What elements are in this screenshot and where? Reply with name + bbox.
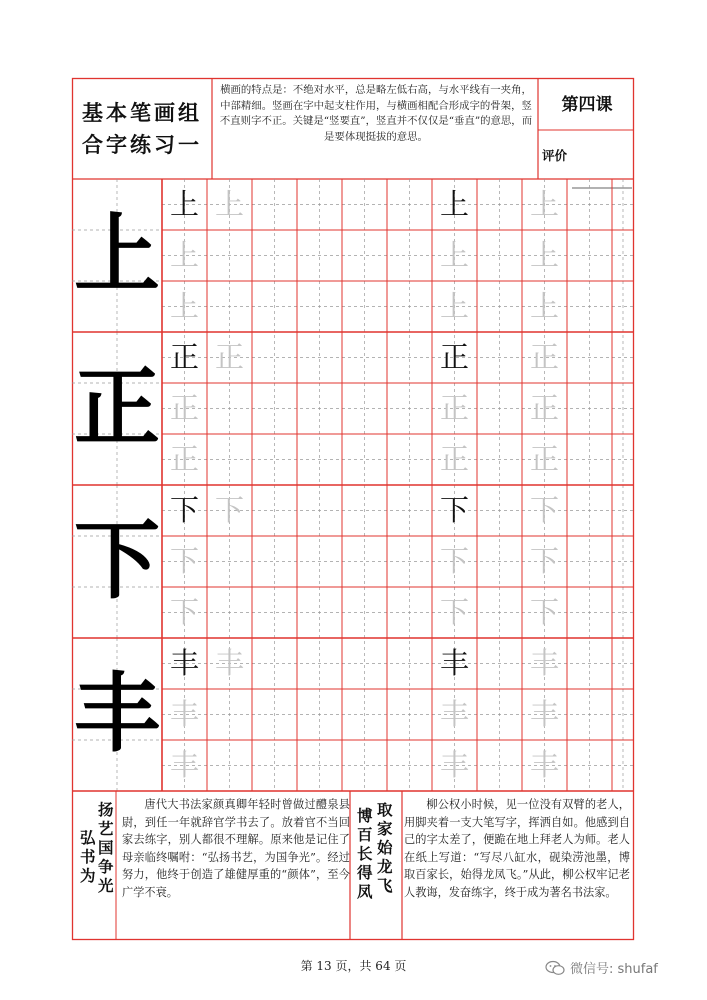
motto-char: 长	[357, 844, 373, 863]
motto-char: 争	[98, 857, 114, 876]
title-line-1: 基本笔画组	[82, 99, 202, 125]
wechat-icon	[545, 960, 565, 976]
trace-character: 正	[169, 442, 199, 476]
motto-char: 博	[357, 806, 373, 825]
page-number: 第 13 页，共 64 页	[300, 959, 407, 973]
motto-left-col2	[98, 800, 114, 895]
trace-character: 下	[214, 493, 244, 527]
trace-character: 丰	[169, 697, 199, 731]
model-character: 丰	[439, 646, 469, 680]
big-character: 下	[74, 510, 160, 611]
trace-character: 上	[169, 238, 199, 272]
title-line-2: 合字练习一	[82, 131, 202, 157]
motto-char: 始	[377, 838, 393, 857]
motto-char: 得	[357, 863, 373, 882]
trace-character: 上	[439, 238, 469, 272]
trace-character: 丰	[529, 697, 559, 731]
big-character: 丰	[74, 663, 160, 764]
model-character: 下	[169, 493, 199, 527]
model-character: 正	[169, 340, 199, 374]
model-character: 正	[439, 340, 469, 374]
trace-character: 下	[169, 544, 199, 578]
motto-char: 弘	[80, 828, 96, 847]
motto-right-col1	[357, 806, 373, 901]
trace-character: 丰	[214, 646, 244, 680]
trace-character: 正	[529, 391, 559, 425]
motto-char: 书	[80, 847, 96, 866]
model-character: 上	[439, 187, 469, 221]
evaluation-label	[542, 146, 567, 164]
motto-char: 取	[377, 800, 393, 819]
trace-character: 正	[529, 442, 559, 476]
motto-char: 龙	[377, 857, 393, 876]
motto-char: 为	[80, 866, 96, 885]
watermark-text: 微信号: shufaf	[570, 962, 658, 977]
motto-char: 光	[98, 876, 114, 895]
trace-character: 丰	[439, 697, 469, 731]
trace-character: 上	[439, 289, 469, 323]
motto-char: 国	[98, 838, 114, 857]
model-character: 下	[439, 493, 469, 527]
motto-char: 百	[357, 825, 373, 844]
trace-character: 上	[529, 238, 559, 272]
trace-character: 正	[169, 391, 199, 425]
trace-character: 上	[529, 289, 559, 323]
big-character: 正	[74, 357, 160, 458]
trace-character: 正	[439, 442, 469, 476]
evaluation-text: 评价	[542, 148, 568, 163]
motto-left-col1	[80, 828, 96, 885]
model-character: 丰	[169, 646, 199, 680]
trace-character: 下	[529, 544, 559, 578]
lesson-title	[72, 78, 212, 179]
trace-character: 上	[214, 187, 244, 221]
model-character: 上	[169, 187, 199, 221]
lesson-number: 第四课	[561, 95, 613, 115]
trace-character: 下	[169, 595, 199, 629]
motto-char: 艺	[98, 819, 114, 838]
motto-right-col2	[377, 800, 393, 895]
trace-character: 上	[169, 289, 199, 323]
trace-character: 下	[529, 595, 559, 629]
trace-character: 丰	[439, 748, 469, 782]
story-right: 柳公权小时候，见一位没有双臂的老人，用脚夹着一支大笔写字，挥洒自如。他感到自己的字太差了，便跪在地上拜老人为师。老人在纸上写道：“写尽八缸水，砚染涝池墨，博取百家长，始得龙凤飞。”从此，柳公权牢记老人教诲，发奋练字，终于成为著名书法家。	[404, 798, 630, 899]
trace-character: 丰	[169, 748, 199, 782]
trace-character: 下	[529, 493, 559, 527]
stroke-description: 横画的特点是：不绝对水平，总是略左低右高，与水平线有一夹角，中部精细。竖画在字中起支柱作用，与横画相配合形成字的骨架，竖不直则字不正。关键是“竖要直”，竖直并不仅仅是“垂直”的意思，而是要体现挺拔的意思。	[219, 84, 533, 143]
trace-character: 正	[529, 340, 559, 374]
motto-char: 家	[377, 819, 393, 838]
motto-char: 飞	[377, 876, 393, 895]
motto-char: 凤	[357, 882, 373, 901]
trace-character: 正	[214, 340, 244, 374]
motto-char: 扬	[98, 800, 114, 819]
trace-character: 下	[439, 544, 469, 578]
story-left: 唐代大书法家颜真卿年轻时曾做过醴泉县尉，到任一年就辞官学书去了。放着官不当回家去练字，别人都很不理解。原来他是记住了母亲临终嘱咐：“弘扬书艺，为国争光”。经过努力，他终于创造了雄健厚重的“颜体”，至今广学不衰。	[122, 798, 350, 899]
watermark	[545, 958, 658, 977]
trace-character: 丰	[529, 646, 559, 680]
trace-character: 丰	[529, 748, 559, 782]
trace-character: 正	[439, 391, 469, 425]
trace-character: 上	[529, 187, 559, 221]
trace-character: 下	[439, 595, 469, 629]
big-character: 上	[74, 204, 160, 305]
